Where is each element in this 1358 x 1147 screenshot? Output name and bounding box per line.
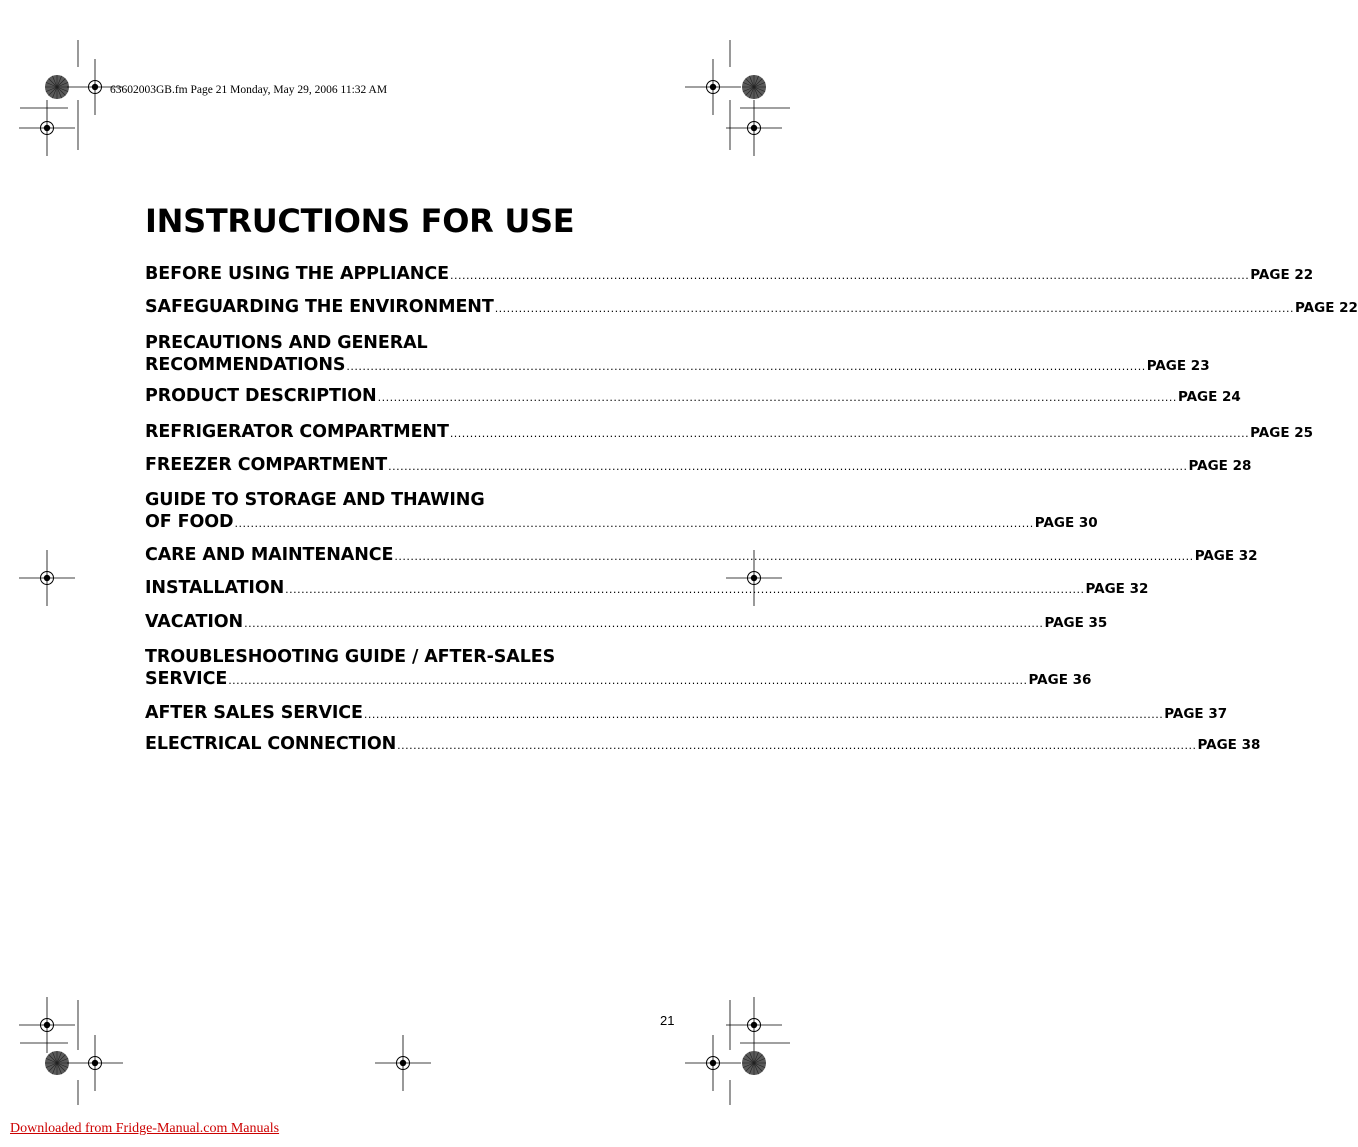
toc-page-ref: PAGE 24 [1177,389,1241,405]
toc-label: ELECTRICAL CONNECTION [145,734,397,754]
color-target-icon [742,75,766,99]
registration-mark-icon [19,550,75,606]
toc-leader-dots: ........................................................................................................................................................................................................ [494,302,1295,315]
toc-label-line1: TROUBLESHOOTING GUIDE / AFTER-SALES [145,647,556,667]
toc-label: REFRIGERATOR COMPARTMENT [145,422,449,442]
toc-label-line1: GUIDE TO STORAGE AND THAWING [145,490,485,510]
toc-entry-after-sales[interactable] [145,702,1228,726]
toc-page-ref: PAGE 32 [1085,581,1149,597]
toc-leader-dots: ........................................................................................................................................................................................................ [363,708,1164,721]
registration-mark-icon [685,59,741,115]
toc-entry-before-using[interactable] [145,263,1314,287]
color-target-icon [45,75,69,99]
toc-entry-safeguarding[interactable] [145,296,1358,320]
toc-leader-dots: ........................................................................................................................................................................................................ [394,550,1194,563]
toc-leader-dots: ........................................................................................................................................................................................................ [234,517,1034,530]
toc-page-ref: PAGE 37 [1164,706,1228,722]
page-title: INSTRUCTIONS FOR USE [145,202,575,240]
toc-page-ref: PAGE 28 [1188,458,1252,474]
toc-leader-dots: ........................................................................................................................................................................................................ [228,674,1028,687]
toc-leader-dots: ........................................................................................................................................................................................................ [285,583,1085,596]
toc-page-ref: PAGE 32 [1194,548,1258,564]
toc-label: INSTALLATION [145,578,285,598]
toc-leader-dots: ........................................................................................................................................................................................................ [244,617,1044,630]
toc-entry-installation[interactable] [145,577,1149,601]
registration-mark-icon [726,997,782,1053]
toc-leader-dots: ........................................................................................................................................................................................................ [346,360,1146,373]
toc-label: VACATION [145,612,244,632]
toc-label: BEFORE USING THE APPLIANCE [145,264,449,284]
toc-page-ref: PAGE 30 [1034,515,1098,531]
toc-entry-care-maintenance[interactable] [145,544,1258,568]
toc-page-ref: PAGE 22 [1295,300,1358,316]
toc-leader-dots: ........................................................................................................................................................................................................ [377,391,1177,404]
toc-leader-dots: ........................................................................................................................................................................................................ [449,269,1250,282]
toc-label: SAFEGUARDING THE ENVIRONMENT [145,297,494,317]
toc-entry-storage-thawing[interactable] [145,489,1098,535]
toc-leader-dots: ........................................................................................................................................................................................................ [449,427,1250,440]
toc-label: SERVICE [145,669,228,689]
color-target-icon [742,1051,766,1075]
toc-label-line1: PRECAUTIONS AND GENERAL [145,333,428,353]
toc-page-ref: PAGE 23 [1146,358,1210,374]
page-number: 21 [660,1013,675,1028]
toc-label: OF FOOD [145,512,234,532]
registration-mark-icon [685,1035,741,1091]
toc-entry-precautions[interactable] [145,332,1210,378]
toc-entry-electrical[interactable] [145,733,1261,757]
download-source-link[interactable]: Downloaded from Fridge-Manual.com Manuals [10,1121,280,1136]
toc-label: FREEZER COMPARTMENT [145,455,388,475]
toc-entry-freezer[interactable] [145,454,1252,478]
toc-entry-product-description[interactable] [145,385,1241,409]
registration-mark-icon [67,1035,123,1091]
color-target-icon [45,1051,69,1075]
toc-entry-troubleshooting[interactable] [145,646,1092,692]
toc-entry-refrigerator[interactable] [145,421,1314,445]
toc-label: CARE AND MAINTENANCE [145,545,394,565]
toc-page-ref: PAGE 36 [1028,672,1092,688]
toc-label: PRODUCT DESCRIPTION [145,386,377,406]
toc-page-ref: PAGE 25 [1250,425,1314,441]
toc-label: AFTER SALES SERVICE [145,703,363,723]
toc-leader-dots: ........................................................................................................................................................................................................ [397,739,1197,752]
toc-page-ref: PAGE 22 [1250,267,1314,283]
registration-mark-icon [375,1035,431,1091]
toc-entry-vacation[interactable] [145,611,1108,635]
toc-page-ref: PAGE 38 [1197,737,1261,753]
registration-mark-icon [19,997,75,1053]
file-info-header: 63602003GB.fm Page 21 Monday, May 29, 2006 11:32 AM [110,84,388,96]
toc-leader-dots: ........................................................................................................................................................................................................ [388,460,1188,473]
toc-page-ref: PAGE 35 [1044,615,1108,631]
toc-label: RECOMMENDATIONS [145,355,346,375]
